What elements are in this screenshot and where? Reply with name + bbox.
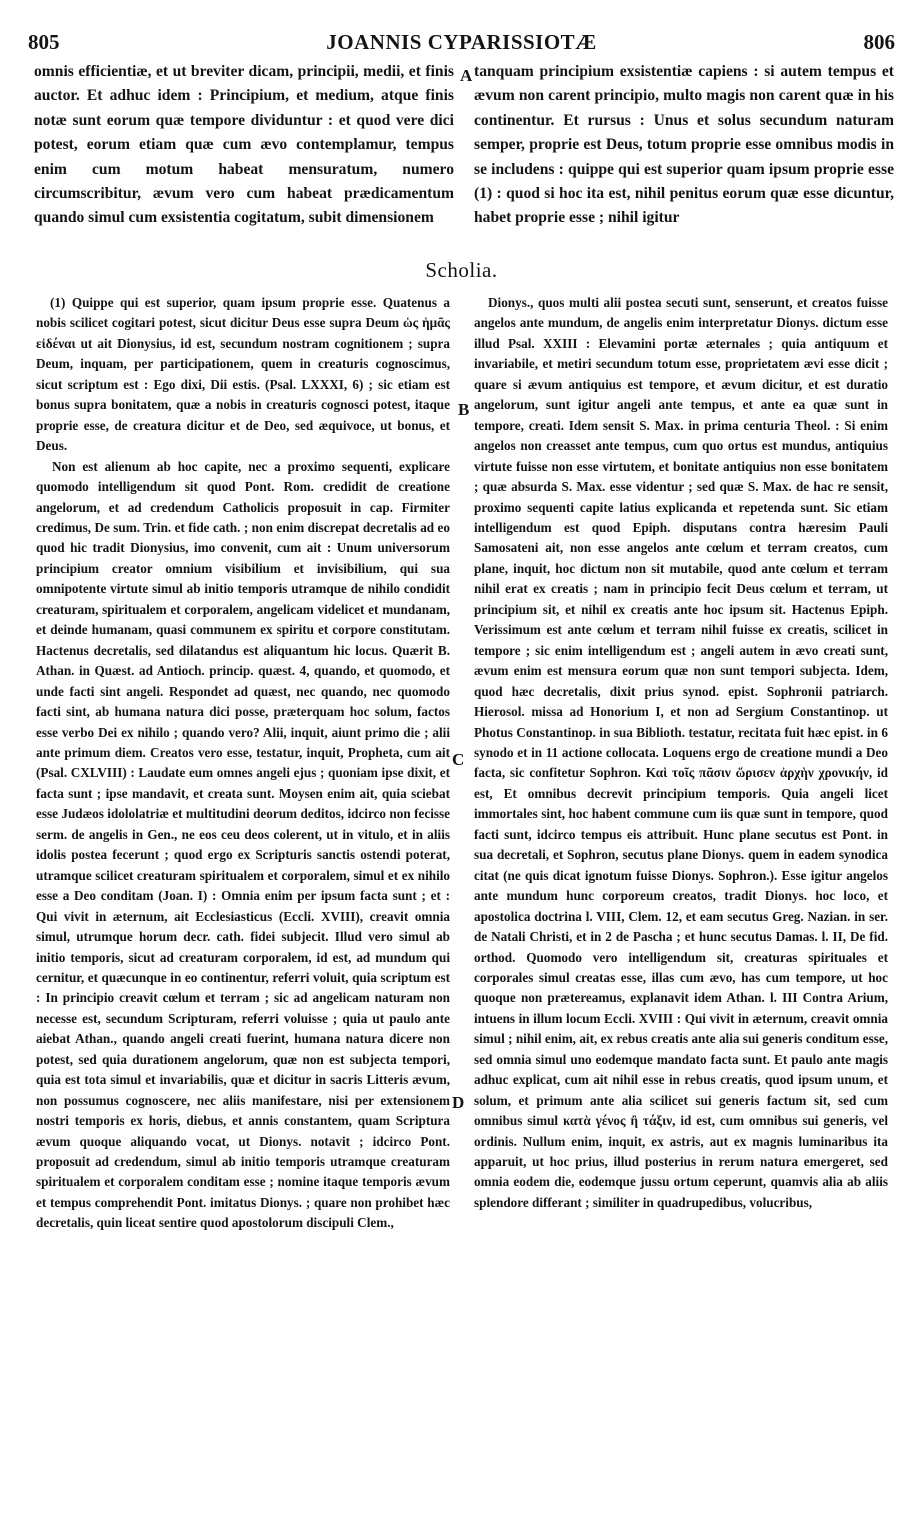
scholia-paragraph: (1) Quippe qui est superior, quam ipsum proprie esse. Quatenus a nobis scilicet cogitari potest, sicut dicitur Deus esse supra Deum ὡς ἡμᾶς εἰδέναι ut ait Dionysius, id est, secundum nostram cognitionem ; supra Deum, inquam, per participationem, quem in creaturis cognoscimus, sicut scriptum est : Ego dixi, Dii estis. (Psal. LXXXI, 6) ; sic etiam est bonus supra bonitatem, quæ a nobis in creaturis cognosci potest, itaque proprie esse, de creatura dicitur et de Deo, sed æquivoce, ut bonus, et Deus. xyxy=(36,295,450,454)
scholia-paragraph: Dionys., quos multi alii postea secuti sunt, senserunt, et creatos fuisse angelos ante mundum, de angelis enim interpretatur Dionys. dictum esse illud Psal. XXIII : Elevamini portæ æternales ; quia antiquum et invariabile, et metiri secundum totum esse, proprietatem ævi esse dicit ; quare si ævum antiquius est tempore, et ævum dicitur, et est duratio angelorum, sunt igitur angeli ante tempus, et ante ea quæ sunt in tempore, creati. Idem sensit S. Max. in prima centuria Theol. : Si enim angelos non creasset ante tempus, cum quo ortus est mundus, antiquius virtute fuisse non esse virtutem, et bonitate antiquius non esse bonitatem ; quæ absurda S. Max. esse videntur ; sed quæ S. Max. de hac re sensit, proximo sequenti capite latius explicanda et repetenda sunt. Sic etiam intelligendum est quod Epiph. disputans contra hæresim Pauli Samosateni ait, non esse angelos ante cœlum et terram creatos, cum plane, inquit, hoc dictum non sit mutabile, quod ante cœlum et terram nihil erat ex creatis ; nam in principio fecit Deus cœlum et terram, ut principium sit, et nihil ex creatis ante hoc ipsum sit. Hactenus Epiph. Verissimum est ante cœlum et terram nihil fuisse ex creatis, scilicet in tempore ; sic enim intelligendum est ; angeli autem in ævo creati sunt, ævum enim est mensura eorum quæ non sunt tempori subjecta. Idem, quod hæc decretalis, dixit prius synod. epist. Sophronii patriarch. Hierosol. missa ad Honorium I, et non ad Sergium Constantinop. ut Photus Constantinop. in sua Biblioth. testatur, recitata fuit hæc epist. in 6 synodo et in 11 actione collocata. Loquens ergo de creatione mundi a Deo facta, sic confitetur Sophron. Καὶ τοῖς πᾶσιν ὥρισεν ἀρχὴν χρονικήν, id est, Et omnibus decrevit principium temporis. Quia angeli licet immortales sint, hoc habent commune cum iis quæ sunt in tempore, quod facti sunt, idcirco tempus eis attribuit. Hunc plane secutus est Pont. in sua decretali, et Sophron, secutus plane Dionys. quem in eadem synodica citat (ne quis dicat ignotum fuisse Dionys. Sophron.). Esse igitur angelos ante mundum hunc corporeum creatos, tradit Dionys. hoc loco, et apostolica doctrina l. VIII, Clem. 12, et eam secutus Greg. Nazian. in ser. de Natali Christi, et in 2 de Pascha ; et hunc secutus Damas. l. II, De fid. orthod. Quomodo vero intelligendum sit, creaturas spirituales et corporales simul creatas esse, illas cum ævo, has cum tempore, ut hoc quoque non prætereamus, explanavit idem Athan. l. III Contra Arium, intuens in illum locum Eccli. XVIII : Qui vivit in æternum, creavit omnia simul ; nihil enim, ait, ex rebus creatis ante alia sui generis conditum esse, sed omnia simul uno eodemque mandato facta sunt. Et paulo ante magis adhuc explicat, cum ait nihil esse in rebus creatis, quod ipsum unum, et solum, et primum ante alia scilicet sui generis factum sit, sed cum omnibus simul κατὰ γένος ἢ τάξιν, id est, cum omnibus sui generis, vel ordinis. Nullum enim, inquit, ex astris, aut ex magnis luminaribus ita apparuit, ut hoc prius, illud posterius in rerum natura emergeret, sed omnia eodem die, eodemque jussu ortum ceperunt, quamvis alia ab aliis splendore differant ; similiter in quadrupedibus, volucribus, xyxy=(474,295,888,1210)
margin-marker-a: A xyxy=(460,66,473,85)
scholia-heading: Scholia. xyxy=(425,258,498,282)
main-text-right-column: tanquam principium exsistentiæ capiens : si autem tempus et ævum non carent principio, multo magis non carent quæ in his continentur. Et rursus : Unus et solus secundum naturam semper, proprie est Deus, totum proprie esse omnibus modis in se includens : quippe qui est superior quam ipsum proprie esse (1) : quod si hoc ita est, nihil penitus eorum quæ esse dicuntur, habet proprie esse ; nihil igitur xyxy=(474,63,894,227)
scholia-paragraph: Non est alienum ab hoc capite, nec a proximo sequenti, explicare quomodo intelligendum sit quod Pont. Rom. credidit de creatione angelorum, et ad credendum Catholicis proposuit in cap. Firmiter credimus, De sum. Trin. et fide cath. ; non enim discrepat decretalis ad eo quod hic tradit Dionysius, imo convenit, cum ait : Unum universorum principium creator omnium visibilium et invisibilium, qui sua omnipotente virtute simul ab initio temporis utramque de nihilo condidit creaturam, spiritualem et corporalem, angelicam videlicet et mundanam, et deinde humanam, quasi communem ex spiritu et corpore constitutam. Hactenus decretalis, sed dilatandus est aliquantum hic locus. Quærit B. Athan. in Quæst. ad Antioch. princip. quæst. 4, quando, et quomodo, et unde facti sint angeli. Respondet ad quæst, nec quando, nec quomodo facti sint, ab humana natura dici posse, præterquam hoc solum, factos esse verbo Dei ex nihilo ; quando vero? Alii, inquit, aiunt primo die ; alii ante primum diem. Creatos vero esse, testatur, inquit, Propheta, cum ait (Psal. CXLVIII) : Laudate eum omnes angeli ejus ; quoniam ipse dixit, et facta sunt ; ipse mandavit, et creata sunt. Moysen enim ait, quia sciebat esse Judæos idololatriæ et multitudini deorum deditos, idcirco non fecisse serm. de angelis in Gen., ne eos ceu deos colerent, ut in vitulo, et in aliis idolis postea fecerunt ; quod ergo ex Scripturis sanctis ostendi poterat, utramque scilicet creaturam spiritualem et corporalem, simul et ex nihilo esse a Deo conditam (Joan. I) : Omnia enim per ipsum facta sunt ; et : Qui vivit in æternum, ait Ecclesiasticus (Eccli. XVIII), creavit omnia simul, utrumque horum decr. cath. fidei subjecit. Illud vero simul ab initio temporis, sicut ad creaturam corporalem, id est, ad mundum qui cernitur, et quæcunque in eo continentur, referri voluit, quia scriptum est : In principio creavit cœlum et terram ; sic ad angelicam naturam non necesse est, secundum Scripturam, referri voluisse ; quia ut paulo ante aiebat Athan., quando angeli creati fuerint, humana natura dicere non potest, sed quia durationem angelorum, quæ non est subjecta tempori, quia est tota simul et invariabilis, quæ et dicitur in sacris Litteris ævum, non possumus cognoscere, nec aliis manifestare, nisi per extensionem nostri temporis ex horis, diebus, et annis constantem, quam Scriptura ævum quoque aliquando vocat, ut Dionys. notavit ; idcirco Pont. proposuit ad credendum, simul ab initio temporis utramque creaturam spiritualem et corporalem conditam esse ; nomine itaque temporis ævum et tempus comprehendit Pont. imitatus Dionys. ; quare non prohibet hæc decretalis, quin liceat sentire quod apostolorum discipuli Clem., xyxy=(36,458,450,1231)
margin-marker-c: C xyxy=(452,750,465,769)
right-page-number: 806 xyxy=(863,30,895,54)
margin-marker-d: D xyxy=(452,1093,465,1112)
margin-marker-b: B xyxy=(458,400,470,419)
left-page-number: 805 xyxy=(28,30,60,54)
running-title: JOANNIS CYPARISSIOTÆ xyxy=(326,30,597,54)
scholia-right-column xyxy=(474,293,888,1213)
scholia-left-column xyxy=(36,293,450,1234)
main-text-left-column: omnis efficientiæ, et ut breviter dicam, principii, medii, et finis auctor. Et adhuc idem : Principium, et medium, atque finis notæ sunt eorum quæ tempore dividuntur : et quod vere dici potest, eorum etiam quæ cum ævo contemplamur, tempus enim cum motum habeat mensuratum, numero circumscribitur, ævum vero cum habeat prædicamentum quando simul cum exsistentia cogitatum, subit dimensionem xyxy=(34,63,454,227)
page-header xyxy=(24,28,899,58)
